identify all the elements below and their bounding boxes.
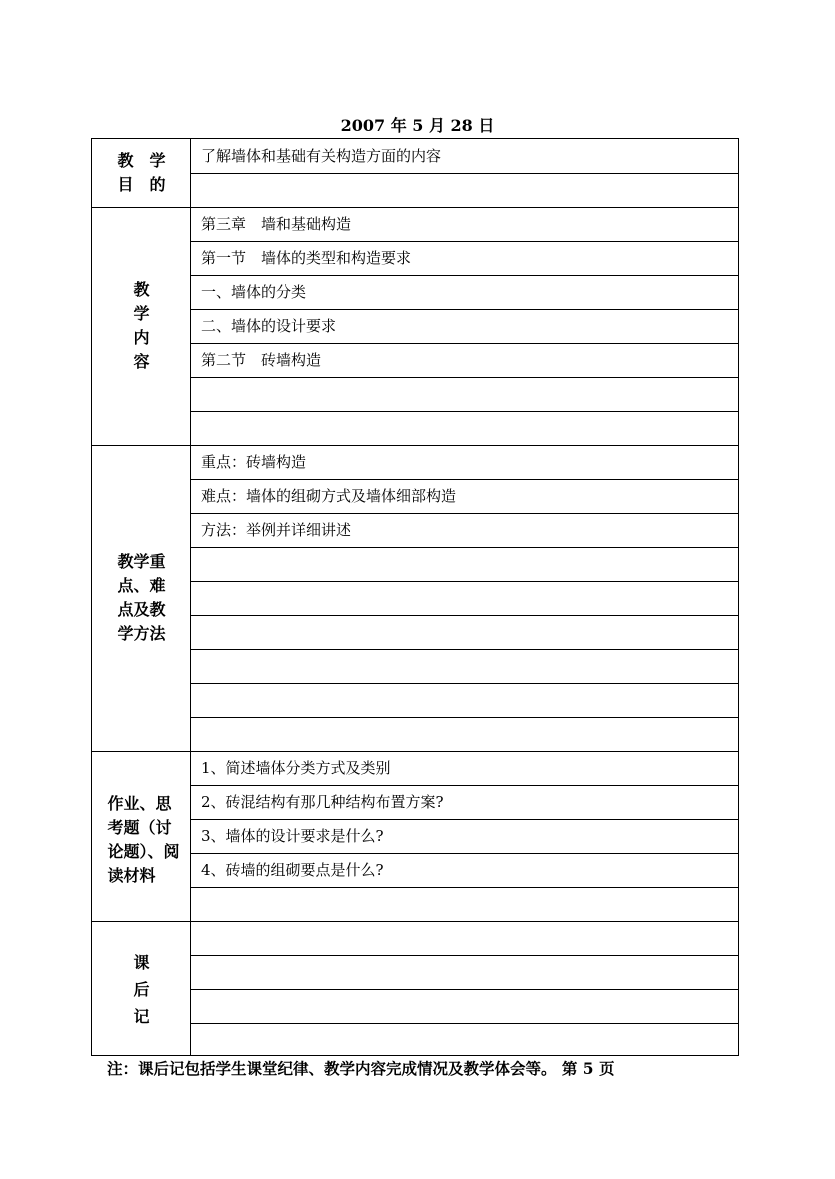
content-label-line: 学 <box>133 304 150 323</box>
key-points-row: 难点：墙体的组砌方式及墙体细部构造 <box>201 487 457 505</box>
key-points-row: 方法：举例并详细讲述 <box>201 521 352 539</box>
row-divider <box>191 173 738 174</box>
homework-row: 4、砖墙的组砌要点是什么? <box>201 861 384 879</box>
notes-label-line: 记 <box>133 1006 150 1026</box>
row-divider <box>191 411 738 412</box>
homework-label <box>92 751 191 921</box>
row-divider <box>191 547 738 548</box>
objectives-row: 了解墙体和基础有关构造方面的内容 <box>201 147 442 165</box>
content-row: 一、墙体的分类 <box>201 283 307 301</box>
content-label-line: 容 <box>133 352 150 371</box>
key-points-label-line: 点、难 <box>117 576 166 595</box>
content-row: 二、墙体的设计要求 <box>201 317 337 335</box>
row-divider <box>191 649 738 650</box>
content-row: 第一节 墙体的类型和构造要求 <box>201 249 412 267</box>
homework-label-line: 作业、思 <box>107 794 172 813</box>
row-divider <box>191 887 738 888</box>
row-divider <box>191 377 738 378</box>
key-points-label <box>92 445 191 751</box>
notes-label-line: 后 <box>133 979 150 999</box>
content-label-line: 教 <box>133 280 150 299</box>
homework-label-line: 论题）、阅 <box>107 842 180 861</box>
notes-label <box>92 921 191 1057</box>
content-label <box>92 207 191 445</box>
label-column <box>92 139 191 1055</box>
row-divider <box>191 955 738 956</box>
homework-label-line: 读材料 <box>107 866 156 885</box>
content-row: 第三章 墙和基础构造 <box>201 215 352 233</box>
homework-row: 3、墙体的设计要求是什么? <box>201 827 384 845</box>
content-column <box>191 139 738 1055</box>
homework-row: 2、砖混结构有那几种结构布置方案? <box>201 793 444 811</box>
row-divider <box>191 717 738 718</box>
lesson-plan-table <box>91 138 739 1056</box>
homework-row: 1、简述墙体分类方式及类别 <box>201 759 391 777</box>
key-points-row: 重点：砖墙构造 <box>201 453 307 471</box>
key-points-label-line: 点及教 <box>117 600 166 619</box>
content-row: 第二节 砖墙构造 <box>201 351 322 369</box>
objectives-label <box>92 139 191 207</box>
section-divider <box>92 921 738 922</box>
notes-label-line: 课 <box>133 952 150 972</box>
row-divider <box>191 1023 738 1024</box>
key-points-label-line: 教学重 <box>117 552 166 571</box>
key-points-label-line: 学方法 <box>117 624 166 643</box>
content-label-line: 内 <box>133 328 150 347</box>
row-divider <box>191 683 738 684</box>
objectives-label-line: 教 学 <box>117 151 166 170</box>
row-divider <box>191 581 738 582</box>
homework-label-line: 考题（讨 <box>107 818 172 837</box>
objectives-label-line: 目 的 <box>117 175 166 194</box>
footer-note: 注：课后记包括学生课堂纪律、教学内容完成情况及教学体会等。 第 5 页 <box>107 1059 615 1078</box>
date-header: 2007 年 5 月 28 日 <box>340 116 495 135</box>
row-divider <box>191 615 738 616</box>
row-divider <box>191 989 738 990</box>
